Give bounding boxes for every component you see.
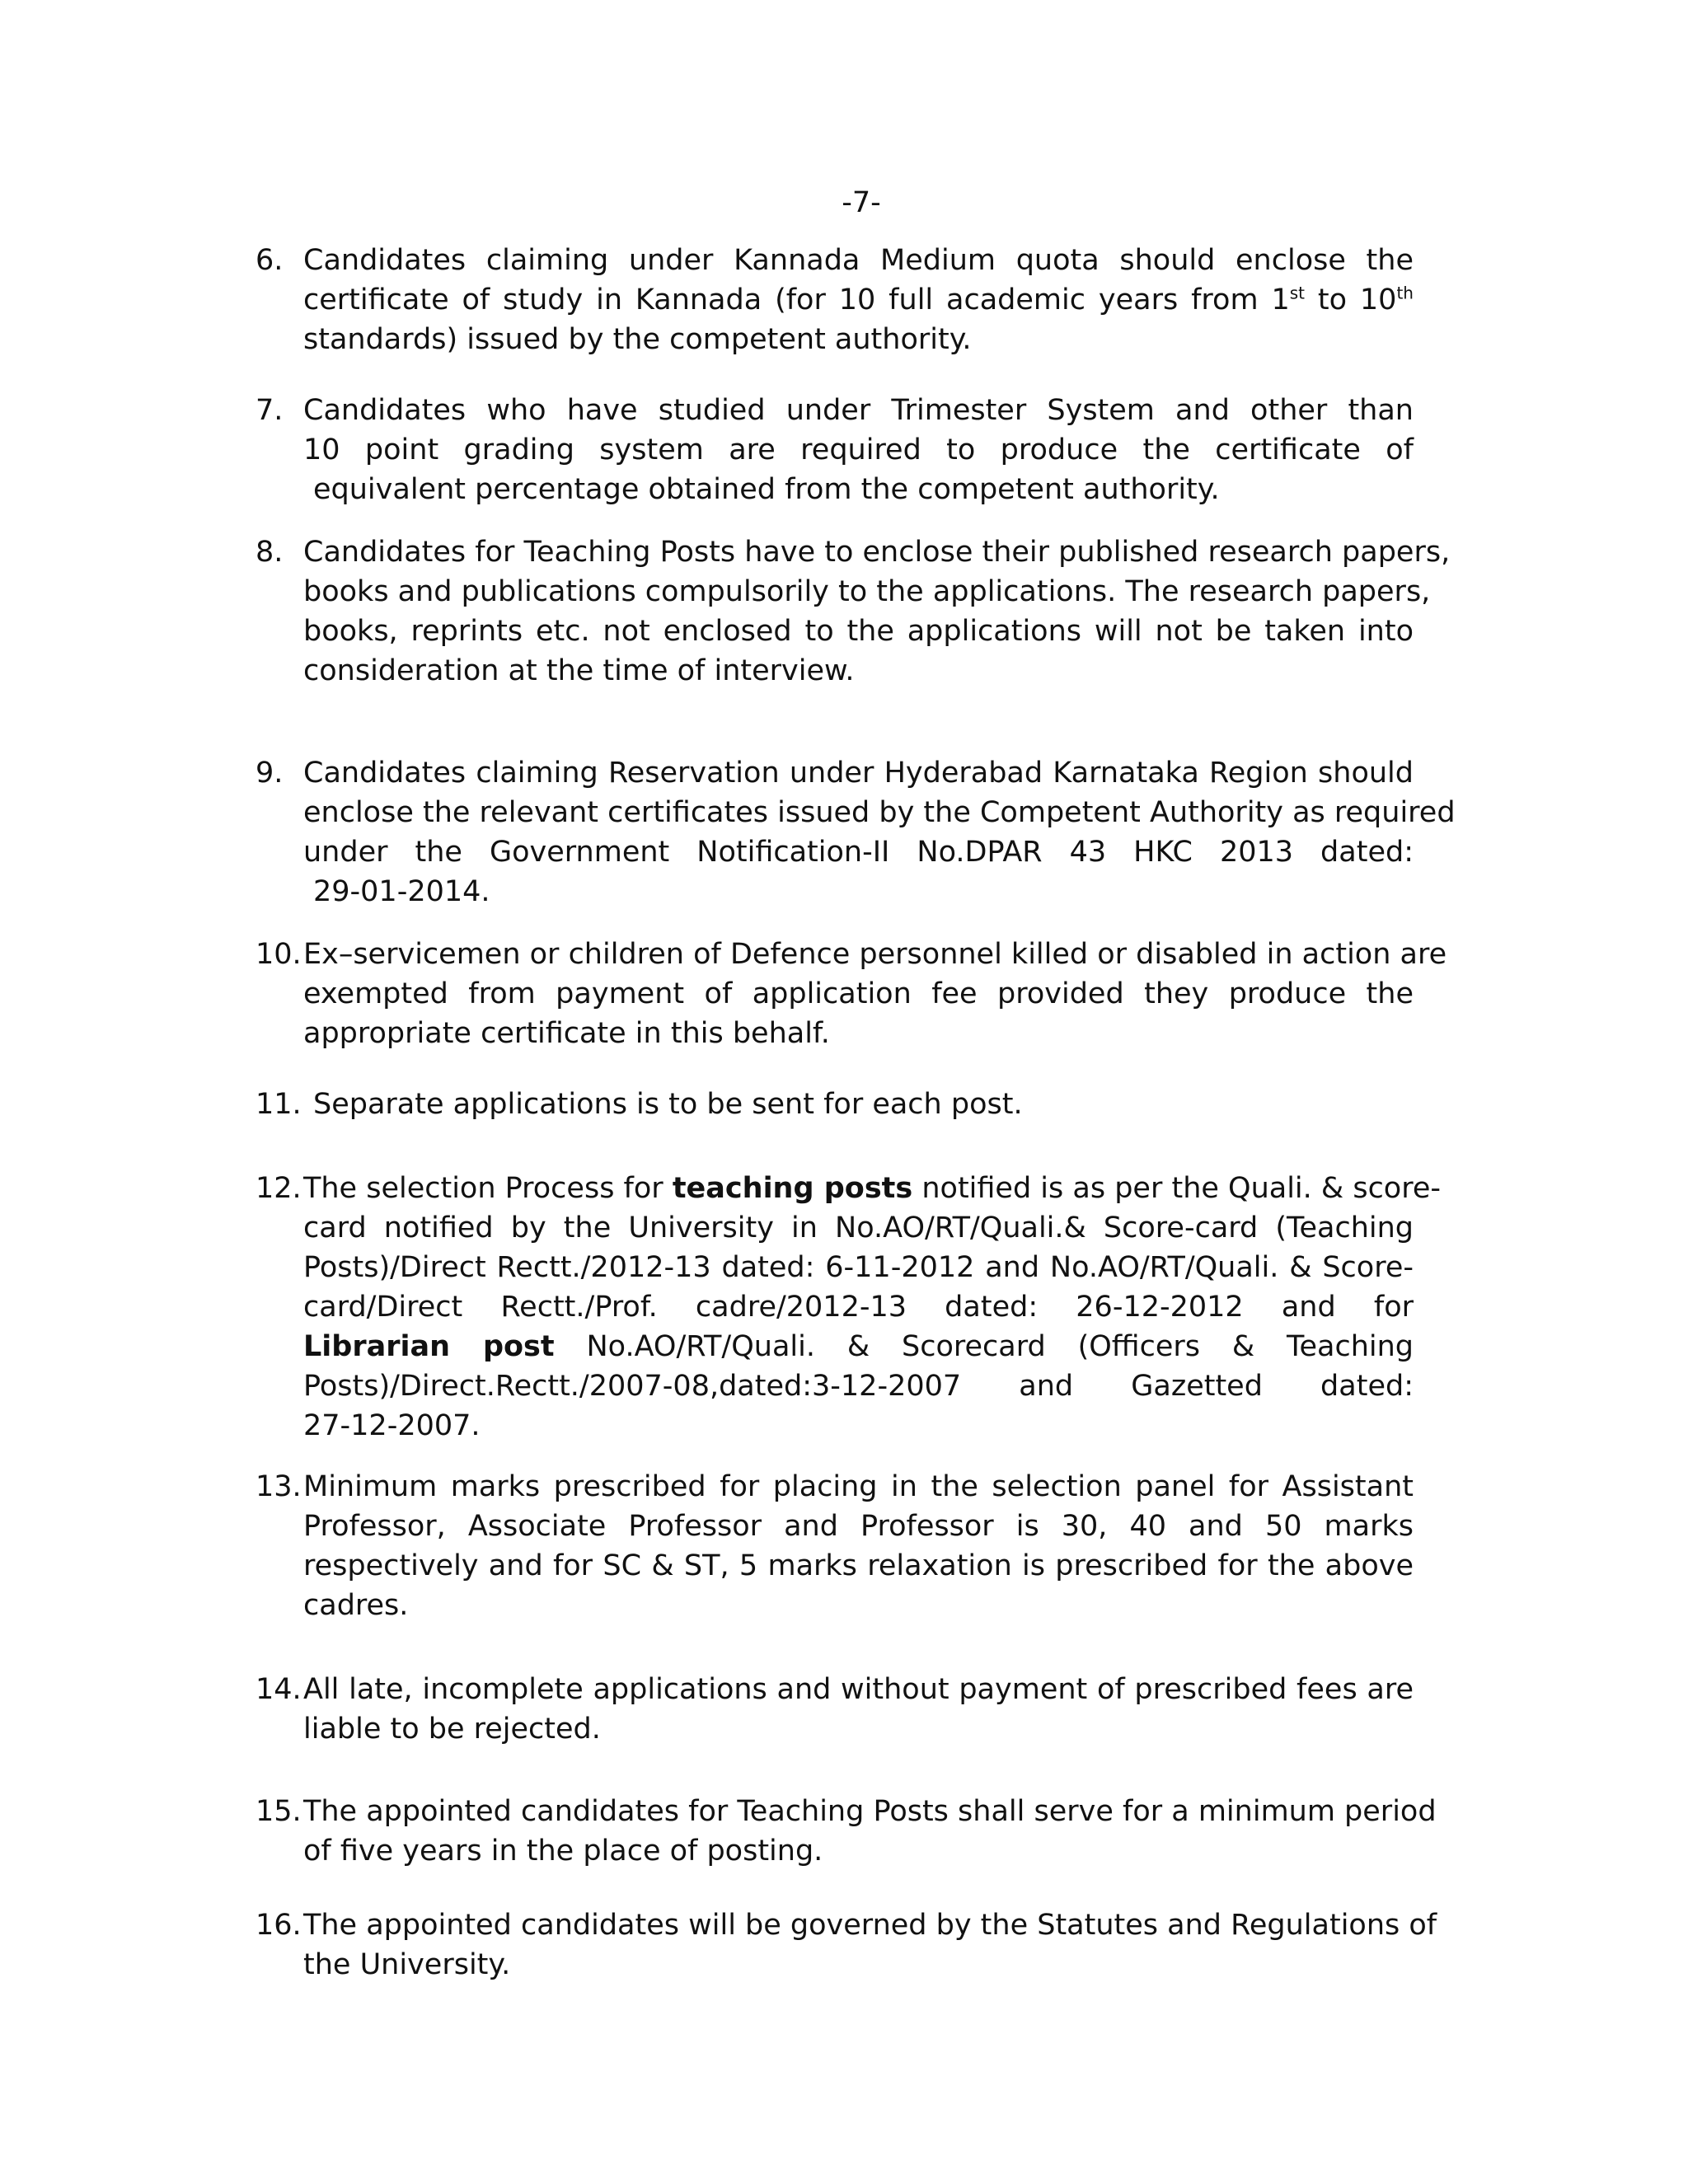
item-line: books, reprints etc. not enclosed to the applications will not be taken into <box>303 615 1414 648</box>
item-line: standards) issued by the competent authority. <box>303 323 972 356</box>
item-text <box>303 391 1414 509</box>
item-number: 13. <box>256 1470 302 1503</box>
item-number: 12. <box>256 1172 302 1205</box>
list-item-16 <box>256 1905 1437 1985</box>
item-number: 9. <box>256 757 284 790</box>
item-line: consideration at the time of interview. <box>303 654 855 687</box>
item-line: Candidates claiming Reservation under Hyderabad Karnataka Region should <box>303 757 1414 790</box>
item-number: 14. <box>256 1673 302 1706</box>
item-line: equivalent percentage obtained from the competent authority. <box>313 473 1220 506</box>
item-line: 29-01-2014. <box>313 875 490 908</box>
item-line: Professor, Associate Professor and Professor is 30, 40 and 50 marks <box>303 1510 1414 1543</box>
list-item-12 <box>256 1169 1442 1446</box>
list-item-7 <box>256 391 1414 509</box>
item-line: Separate applications is to be sent for each post. <box>313 1088 1023 1121</box>
item-line: respectively and for SC & ST, 5 marks relaxation is prescribed for the above <box>303 1549 1414 1582</box>
list-item-9 <box>256 753 1456 912</box>
item-line: under the Government Notification-II No.DPAR 43 HKC 2013 dated: <box>303 836 1414 869</box>
item-text <box>313 1085 1414 1124</box>
item-line: 27-12-2007. <box>303 1409 481 1442</box>
item-line: cadres. <box>303 1589 409 1622</box>
item-line: card/Direct Rectt./Prof. cadre/2012-13 dated: 26-12-2012 and for <box>303 1291 1414 1324</box>
item-line: the University. <box>303 1948 511 1981</box>
item-line: Candidates claiming under Kannada Medium quota should enclose the <box>303 244 1414 277</box>
item-text <box>303 1467 1414 1625</box>
list-item-10 <box>256 935 1447 1053</box>
list-item-13 <box>256 1467 1414 1625</box>
item-line: liable to be rejected. <box>303 1713 601 1746</box>
item-number: 8. <box>256 536 284 569</box>
item-line: certificate of study in Kannada (for 10 full academic years from 1st to 10th <box>303 283 1414 316</box>
item-line: The appointed candidates will be governed by the Statutes and Regulations of <box>303 1909 1437 1942</box>
item-line: of five years in the place of posting. <box>303 1835 823 1868</box>
item-line: enclose the relevant certificates issued by the Competent Authority as required <box>303 796 1456 829</box>
item-line: The appointed candidates for Teaching Posts shall serve for a minimum period <box>303 1795 1437 1828</box>
item-number: 7. <box>256 394 284 427</box>
item-text <box>303 1792 1437 1871</box>
list-item-6 <box>256 241 1414 359</box>
item-line: The selection Process for teaching posts notified is as per the Quali. & score- <box>303 1172 1442 1205</box>
bold-phrase: teaching posts <box>672 1172 913 1205</box>
item-line: Ex–servicemen or children of Defence personnel killed or disabled in action are <box>303 938 1447 971</box>
item-line: Minimum marks prescribed for placing in the selection panel for Assistant <box>303 1470 1414 1503</box>
item-text <box>303 532 1451 691</box>
list-item-11 <box>256 1085 1414 1124</box>
item-text <box>303 935 1447 1053</box>
item-text <box>303 241 1414 359</box>
item-text <box>303 753 1456 912</box>
item-number: 6. <box>256 244 284 277</box>
list-item-8 <box>256 532 1451 691</box>
page-number: -7- <box>842 186 881 219</box>
item-line: Posts)/Direct.Rectt./2007-08,dated:3-12-2007 and Gazetted dated: <box>303 1370 1414 1403</box>
item-line: books and publications compulsorily to the applications. The research papers, <box>303 575 1431 608</box>
item-line: card notified by the University in No.AO/RT/Quali.& Score-card (Teaching <box>303 1212 1414 1244</box>
item-text <box>303 1905 1437 1985</box>
item-number: 11. <box>256 1088 302 1121</box>
item-line: Posts)/Direct Rectt./2012-13 dated: 6-11-2012 and No.AO/RT/Quali. & Score- <box>303 1251 1414 1284</box>
item-line: appropriate certificate in this behalf. <box>303 1017 830 1050</box>
item-number: 10. <box>256 938 302 971</box>
item-line: Candidates for Teaching Posts have to enclose their published research papers, <box>303 536 1451 569</box>
item-number: 15. <box>256 1795 302 1828</box>
list-item-15 <box>256 1792 1437 1871</box>
item-number: 16. <box>256 1909 302 1942</box>
item-line: Librarian post No.AO/RT/Quali. & Scorecard (Officers & Teaching <box>303 1330 1414 1363</box>
item-line: All late, incomplete applications and without payment of prescribed fees are <box>303 1673 1414 1706</box>
bold-phrase: Librarian post <box>303 1330 555 1363</box>
item-text <box>303 1169 1442 1446</box>
item-line: exempted from payment of application fee provided they produce the <box>303 977 1414 1010</box>
item-line: 10 point grading system are required to produce the certificate of <box>303 434 1414 466</box>
list-item-14 <box>256 1670 1414 1749</box>
item-text <box>303 1670 1414 1749</box>
item-line: Candidates who have studied under Trimester System and other than <box>303 394 1414 427</box>
